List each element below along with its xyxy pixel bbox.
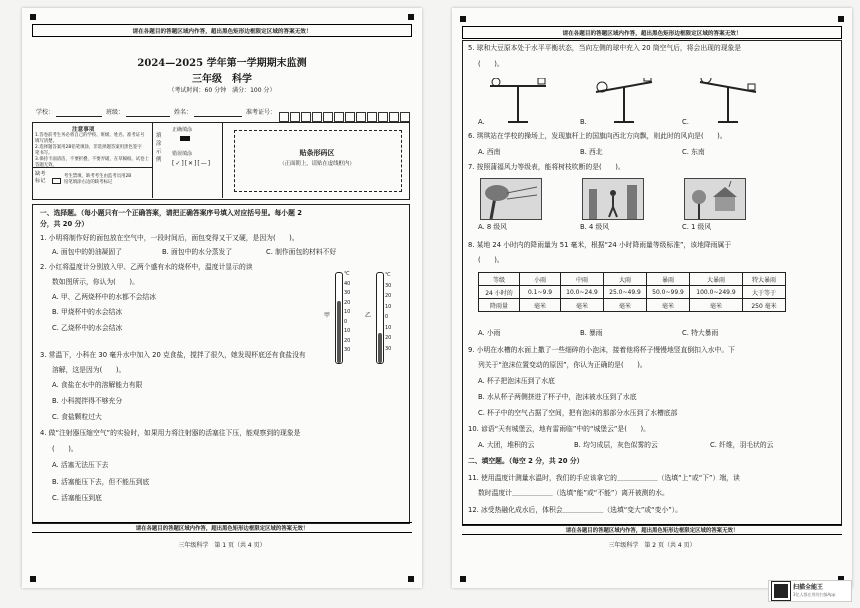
corner-marker xyxy=(30,14,36,20)
q2-option-a[interactable]: A. 甲、乙两烧杯中的水都不会结冰 xyxy=(52,293,157,301)
fill-correct-sample xyxy=(180,136,190,141)
q3-stem-cont: 溶解，这是因为( )。 xyxy=(52,366,126,374)
absent-mark-text: 考生禁填，缺考考生由监考员用2B 铅笔填涂右边的缺考标记 xyxy=(64,174,132,185)
exam-title: 2024—2025 学年第一学期期末监测 xyxy=(137,58,307,69)
school-field[interactable] xyxy=(56,116,102,117)
name-field[interactable] xyxy=(194,116,242,117)
section2-title: 二、填空题。（每空 2 分，共 20 分） xyxy=(468,457,584,465)
corner-marker xyxy=(30,576,36,582)
q4-option-c[interactable]: C. 活塞能压到底 xyxy=(52,494,102,502)
fill-wrong-label: 错误填涂 xyxy=(172,151,193,157)
wind-scene-a-image xyxy=(480,178,542,220)
corner-marker xyxy=(408,576,414,582)
q9-option-a[interactable]: A. 杯子把泡沫压到了水底 xyxy=(478,377,555,385)
q7-stem: 7. 按照蒲福风力等级表，能将树枝吹断的是( )。 xyxy=(468,163,625,171)
corner-marker xyxy=(408,14,414,20)
q9-option-b[interactable]: B. 水从杯子两侧挤进了杯子中，泡沫被水压到了水底 xyxy=(478,393,637,401)
exam-page-2 xyxy=(452,8,852,588)
top-warning-bar: 请在各题目的答题区域内作答，超出黑色矩形边框限定区域的答案无效！ xyxy=(32,24,412,37)
q10-stem: 10. 谚语“天有城堡云，地有雷雨临”中的“城堡云”是( )。 xyxy=(468,425,650,433)
table-row: 降雨量 毫米 毫米 毫米 毫米 毫米 250 毫米 xyxy=(479,299,786,312)
q10-option-c[interactable]: C. 纤维，羽毛状的云 xyxy=(710,441,774,449)
q6-option-b[interactable]: B. 西北 xyxy=(580,148,603,156)
thermometer-a-scale: ℃ 40 30 20 10 0 10 20 30 xyxy=(344,271,351,353)
name-label: 姓名： xyxy=(174,109,193,116)
q1-stem: 1. 小明将制作好的面包放在空气中，一段时间后，面包变得又干又硬，是因为( )。 xyxy=(40,234,299,242)
class-field[interactable] xyxy=(126,116,170,117)
q11-stem[interactable]: 11. 使用温度计测量水温时，我们的手应该拿它的＿＿＿＿＿＿（选填“上”或“下”）端，读 xyxy=(468,474,740,482)
q2-stem-cont: 数如图所示，你认为( )。 xyxy=(52,278,139,286)
section1-title: 一、选择题。（每小题只有一个正确答案，请把正确答案序号填入对应括号里。每小题 2 xyxy=(40,209,302,217)
q9-stem-cont: 列关于“泡沫位置变动的原因”，你认为正确的是( )。 xyxy=(478,361,647,369)
fill-wrong-sample: [✓][✕][—] xyxy=(172,160,212,167)
page-footer: 三年级科学 第 2 页（共 4 页） xyxy=(608,542,696,549)
section1-title-cont: 分，共 20 分） xyxy=(40,220,89,228)
exam-page-1 xyxy=(22,8,422,588)
thermometer-a-label: 甲 xyxy=(324,312,331,319)
corner-marker xyxy=(838,16,844,22)
q3-option-b[interactable]: B. 小科搅拌得不够充分 xyxy=(52,397,123,405)
q7-option-a[interactable]: A. 8 级风 xyxy=(478,223,507,231)
q5-option-c[interactable]: C. xyxy=(682,118,689,126)
thermometer-b-scale: ℃ 30 20 10 0 10 20 30 xyxy=(385,272,392,352)
top-warning-bar: 请在各题目的答题区域内作答，超出黑色矩形边框限定区域的答案无效！ xyxy=(462,26,842,39)
notice-text: 1.答卷前考生务必将自己的学校、班级、姓名、准考证号 填写清楚。 2.选择题答案用2B铅笔填涂，非选择题答案用黑色签字 笔书写。 3.保持卡面清洁，不要折叠，不要弄破，在草稿纸、试卷上 答题无效。 xyxy=(35,133,149,168)
q8-option-c[interactable]: C. 特大暴雨 xyxy=(682,329,719,337)
subject-title: 三年级 科学 xyxy=(192,74,252,85)
absent-mark-label: 缺考标记 xyxy=(35,171,46,184)
q8-stem-cont: ( )。 xyxy=(478,256,504,264)
exam-info: （考试时间：60 分钟 满分：100 分） xyxy=(168,87,276,94)
q2-stem: 2. 小红将温度计分别放入甲、乙两个盛有水的烧杯中，温度计显示的读 xyxy=(40,263,253,271)
q1-option-a[interactable]: A. 面包中的奶油凝固了 xyxy=(52,248,123,256)
thermometer-b-label: 乙 xyxy=(365,312,372,319)
page-footer: 三年级科学 第 1 页（共 4 页） xyxy=(178,542,266,549)
q9-option-c[interactable]: C. 杯子中的空气占据了空间，把有泡沫的那部分水压到了水槽底部 xyxy=(478,409,678,417)
watermark-name: 扫描全能王 xyxy=(793,584,824,591)
corner-marker xyxy=(460,16,466,22)
q5-stem: 5. 球和大豆原本处于水平平衡状态，当向左侧的球中充入 20 筒空气后，将会出现的现象是 xyxy=(468,44,742,52)
q1-option-b[interactable]: B. 面包中的水分蒸发了 xyxy=(162,248,233,256)
q4-stem: 4. 做“注射器压缩空气”的实验时，如果用力将注射器的活塞往下压，能观察到的现象是 xyxy=(40,429,301,437)
q4-option-b[interactable]: B. 活塞能压下去，但不能压到底 xyxy=(52,478,150,486)
bottom-warning-bar: 请在各题目的答题区域内作答，超出黑色矩形边框限定区域的答案无效！ xyxy=(462,524,842,535)
q1-option-c[interactable]: C. 制作面包的材料不好 xyxy=(266,248,337,256)
q6-option-c[interactable]: C. 东南 xyxy=(682,148,705,156)
q4-stem-cont: ( )。 xyxy=(52,445,78,453)
q10-option-b[interactable]: B. 均匀成层，灰色似雾的云 xyxy=(574,441,658,449)
q7-option-c[interactable]: C. 1 级风 xyxy=(682,223,712,231)
table-row: 24 小时的 0.1~9.9 10.0~24.9 25.0~49.9 50.0~99.9 100.0~249.9 大于等于 xyxy=(479,286,786,299)
wind-scene-b-image xyxy=(582,178,644,220)
thermometer-a-icon xyxy=(335,272,343,364)
exam-no-label: 准考证号： xyxy=(246,109,277,116)
rainfall-standard-table xyxy=(478,272,786,312)
q3-option-a[interactable]: A. 食盐在水中的溶解能力有限 xyxy=(52,381,143,389)
q4-option-a[interactable]: A. 活塞无法压下去 xyxy=(52,461,109,469)
qr-code-icon xyxy=(772,582,790,600)
q2-option-b[interactable]: B. 甲烧杯中的水会结冰 xyxy=(52,308,123,316)
barcode-title: 贴条形码区 xyxy=(299,149,335,157)
bottom-warning-bar: 请在各题目的答题区域内作答，超出黑色矩形边框限定区域的答案无效！ xyxy=(32,522,412,533)
q6-stem: 6. 琪琪站在学校的操场上，发现旗杆上的国旗向西北方向飘，则此时的风向是( )。 xyxy=(468,132,727,140)
scanner-watermark xyxy=(768,580,852,602)
watermark-sub: 3亿人都在用的扫描App xyxy=(793,592,836,597)
q9-stem: 9. 小明在水槽的水面上撒了一些细碎的小泡沫，接着他将杯子慢慢地竖直倒扣入水中。下 xyxy=(468,346,735,354)
corner-marker xyxy=(460,576,466,582)
fill-example-label: 填涂示例 xyxy=(156,133,162,163)
q5-option-b[interactable]: B. xyxy=(580,118,587,126)
class-label: 班级： xyxy=(106,109,125,116)
wind-scene-c-image xyxy=(684,178,746,220)
q7-option-b[interactable]: B. 4 级风 xyxy=(580,223,610,231)
q3-stem: 3. 常温下，小科在 30 毫升水中加入 20 克食盐，搅拌了很久，她发现杯底还有食盐没有 xyxy=(40,351,306,359)
q5-option-a[interactable]: A. xyxy=(478,118,485,126)
q5-stem-cont: ( )。 xyxy=(478,60,504,68)
school-label: 学校： xyxy=(36,109,55,116)
q12-stem[interactable]: 12. 冰受热融化成水后，体积会＿＿＿＿＿＿（选填“变大”或“变小”）。 xyxy=(468,506,682,514)
q3-option-c[interactable]: C. 食盐颗粒过大 xyxy=(52,413,102,421)
table-header-row: 等级 小雨 中雨 大雨 暴雨 大暴雨 特大暴雨 xyxy=(479,273,786,286)
q6-option-a[interactable]: A. 西南 xyxy=(478,148,501,156)
q8-option-a[interactable]: A. 小雨 xyxy=(478,329,501,337)
absent-mark-box[interactable] xyxy=(52,178,61,184)
q11-stem-cont[interactable]: 数时温度计＿＿＿＿＿＿（选填“能”或“不能”）离开被测的水。 xyxy=(478,489,669,497)
q8-stem: 8. 某地 24 小时内的降雨量为 51 毫米，根据“24 小时降雨量等级标准”，该地降雨属于 xyxy=(468,241,732,249)
thermometer-b-icon xyxy=(376,272,384,364)
fill-correct-label: 正确填涂 xyxy=(172,127,193,133)
q2-option-c[interactable]: C. 乙烧杯中的水会结冰 xyxy=(52,324,123,332)
barcode-subtitle: （正面朝上，请贴在虚线框内） xyxy=(279,161,355,167)
notice-title: 注意事项 xyxy=(72,127,95,133)
q8-option-b[interactable]: B. 暴雨 xyxy=(580,329,603,337)
q10-option-a[interactable]: A. 大团，堆积的云 xyxy=(478,441,535,449)
